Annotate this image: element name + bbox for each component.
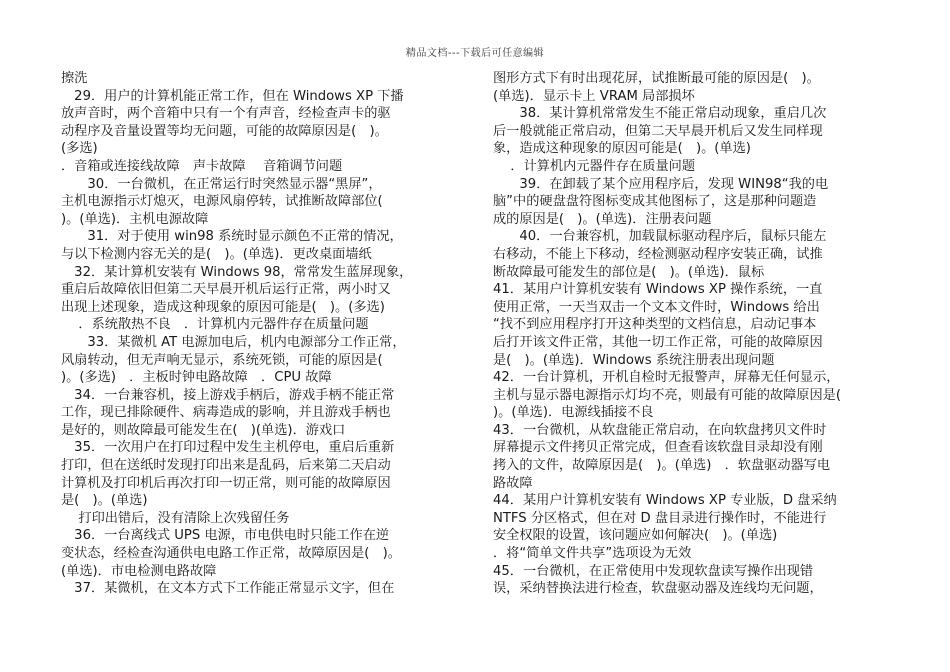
left-text-line: 是( )。(单选) <box>61 493 148 509</box>
left-text-line: 工作，现已排除硬件、病毒造成的影响，并且游戏手柄也 <box>61 405 391 421</box>
left-text-line: )。(单选)．主机电源故障 <box>61 211 209 227</box>
right-text-line: NTFS 分区格式，但在对 D 盘目录进行操作时，不能进行 <box>493 510 827 526</box>
right-text-line: 脑”中的硬盘盘符图标变成其他图标了，这是那种问题造 <box>493 194 817 210</box>
right-text-line: 40．一台兼容机，加载鼠标驱动程序后，鼠标只能左 <box>493 229 827 245</box>
right-text-line: 39．在卸载了某个应用程序后，发现 WIN98“我的电 <box>493 176 829 192</box>
left-text-line: (多选) <box>61 141 98 157</box>
left-text-line: 37．某微机，在文本方式下工作能正常显示文字，但在 <box>61 581 395 597</box>
left-text-line: 34．一台兼容机，接上游戏手柄后，游戏手柄不能正常 <box>61 387 395 403</box>
left-text-line: 打印，但在送纸时发现打印出来是乱码，后来第二天启动 <box>61 458 391 474</box>
left-text-line: 32．某计算机安装有 Windows 98，常常发生蓝屏现象， <box>61 264 413 280</box>
left-text-line: 动程序及音量设置等均无问题，可能的故障原因是( )。 <box>61 123 388 139</box>
right-text-line: 使用正常，一天当双击一个文本文件时，Windows 给出 <box>493 299 820 315</box>
left-text-line: (单选)．市电检测电路故障 <box>61 563 217 579</box>
left-text-line: 33．某微机 AT 电源加电后，机内电源部分工作正常， <box>61 334 406 350</box>
left-text-line: 出现上述现象，造成这种现象的原因可能是( )。(多选) <box>61 299 385 315</box>
right-text-line: 是( )。(单选)．Windows 系统注册表出现问题 <box>493 352 775 368</box>
left-text-line: ．音箱或连接线故障 声卡故障 音箱调节问题 <box>61 158 343 174</box>
right-text-line: 43．一台微机，从软盘能正常启动，在向软盘拷贝文件时 <box>493 422 827 438</box>
right-text-line: 图形方式下有时出现花屏，试推断最可能的原因是( )。 <box>493 71 820 86</box>
left-text-line: 放声音时，两个音箱中只有一个有声音，经检查声卡的驱 <box>61 106 391 122</box>
left-text-line: 29．用户的计算机能正常工作，但在 Windows XP 下播 <box>61 88 404 104</box>
left-text-line: 35．一次用户在打印过程中发生主机停电，重启后重新 <box>61 440 395 456</box>
right-text-line: 主机与显示器电源指示灯均不亮，则最有可能的故障原因是( <box>493 387 842 403</box>
right-text-line: ．计算机内元器件存在质量问题 <box>493 158 696 174</box>
left-text-line: 31．对于使用 win98 系统时显示颜色不正常的情况， <box>61 229 403 245</box>
left-text-line: 计算机及打印机后再次打印一切正常，则可能的故障原因 <box>61 475 391 491</box>
right-text-line: “找不到应用程序打开这种类型的文档信息，启动记事本 <box>493 317 817 333</box>
left-text-line: 变状态，经检查沟通供电电路工作正常，故障原因是( )。 <box>61 546 401 562</box>
right-text-line: 42．一台计算机，开机自检时无报警声，屏幕无任何显示， <box>493 370 840 386</box>
right-text-line: 拷入的文件，故障原因是( )。(单选) ．软盘驱动器写电 <box>493 458 831 474</box>
left-text-line: 主机电源指示灯熄灭，电源风扇停转，试推断故障部位( <box>61 194 383 210</box>
right-text-line: 象，造成这种现象的原因可能是( )。(单选) <box>493 141 751 157</box>
left-text-line: 30．一台微机，在正常运行时突然显示器“黑屏”， <box>61 176 382 192</box>
right-text-line: 屏幕提示文件拷贝正常完成，但查看该软盘目录却没有刚 <box>493 440 823 456</box>
right-text-line: ．将“简单文件共享”选项设为无效 <box>493 546 692 562</box>
right-text-line: 后一般就能正常启动，但第二天早晨开机后又发生同样现 <box>493 123 823 139</box>
left-text-line: 打印出错后，没有清除上次残留任务 <box>61 510 290 526</box>
left-text-line: 与以下检测内容无关的是( )。(单选)．更改桌面墙纸 <box>61 246 372 262</box>
right-text-line: 44．某用户计算机安装有 Windows XP 专业版，D 盘采纳 <box>493 493 837 509</box>
right-text-line: 成的原因是( )。(单选)．注册表问题 <box>493 211 712 227</box>
right-text-line: 41．某用户计算机安装有 Windows XP 操作系统，一直 <box>493 282 823 298</box>
right-text-line: 断故障最可能发生的部位是( )。(单选)．鼠标 <box>493 264 765 280</box>
page-header: 精品文档---下载后可任意编辑 <box>405 48 545 59</box>
left-text-line: 重启后故障依旧但第二天早晨开机后运行正常，两小时又 <box>61 282 391 298</box>
right-text-line: 误，采纳替换法进行检查，软盘驱动器及连线均无问题， <box>493 581 823 597</box>
left-column <box>61 70 461 598</box>
right-column <box>493 70 893 598</box>
right-text-line: 38．某计算机常常发生不能正常启动现象，重启几次 <box>493 106 827 122</box>
right-text-line: (单选)．显示卡上 VRAM 局部损坏 <box>493 88 695 104</box>
left-text-line: 风扇转动，但无声响无显示，系统死锁，可能的原因是( <box>61 352 383 368</box>
right-text-line: 路故障 <box>493 475 533 491</box>
left-text-line: 36．一台离线式 UPS 电源，市电供电时只能工作在逆 <box>61 528 390 544</box>
right-text-line: 安全权限的设置，该问题应如何解决( )。(单选) <box>493 528 778 544</box>
left-text-line: 是好的，则故障最可能发生在( )(单选)．游戏口 <box>61 422 346 438</box>
left-text-line: 擦洗 <box>61 71 88 86</box>
right-text-line: )。(单选)．电源线插接不良 <box>493 405 654 421</box>
right-text-line: 后打开该文件正常，其他一切工作正常，可能的故障原因 <box>493 334 823 350</box>
left-text-line: )。(多选) ．主板时钟电路故障 ．CPU 故障 <box>61 370 332 386</box>
right-text-line: 右移动，不能上下移动，经检测驱动程序安装正确，试推 <box>493 246 823 262</box>
right-text-line: 45．一台微机，在正常使用中发现软盘读写操作出现错 <box>493 563 814 579</box>
left-text-line: ．系统散热不良 ．计算机内元器件存在质量问题 <box>61 317 369 333</box>
